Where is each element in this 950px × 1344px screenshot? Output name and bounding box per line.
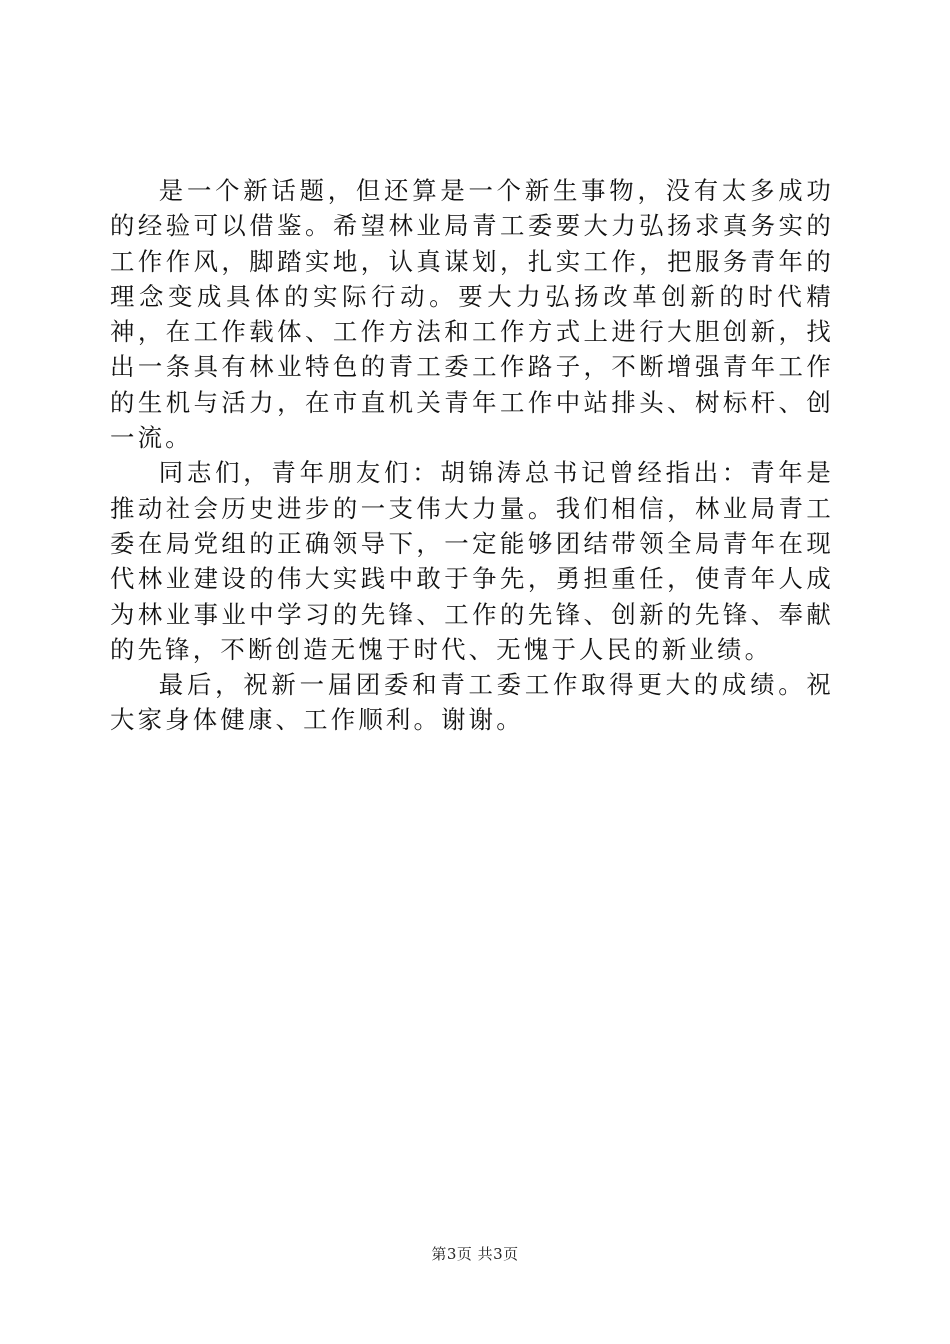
paragraph-closing: 最后，祝新一届团委和青工委工作取得更大的成绩。祝大家身体健康、工作顺利。谢谢。: [110, 670, 834, 735]
paragraph-continuation: 是一个新话题，但还算是一个新生事物，没有太多成功的经验可以借鉴。希望林业局青工委要大力弘扬求真务实的工作作风，脚踏实地，认真谋划，扎实工作，把服务青年的理念变成具体的实际行动。要大力弘扬改革创新的时代精神，在工作载体、工作方法和工作方式上进行大胆创新，找出一条具有林业特色的青工委工作路子，不断增强青年工作的生机与活力，在市直机关青年工作中站排头、树标杆、创一流。: [110, 176, 834, 453]
paragraph-youth-remarks: 同志们，青年朋友们：胡锦涛总书记曾经指出：青年是推动社会历史进步的一支伟大力量。我们相信，林业局青工委在局党组的正确领导下，一定能够团结带领全局青年在现代林业建设的伟大实践中敢于争先，勇担重任，使青年人成为林业事业中学习的先锋、工作的先锋、创新的先锋、奉献的先锋，不断创造无愧于时代、无愧于人民的新业绩。: [110, 458, 834, 664]
page-footer: 第3页 共3页: [431, 1245, 519, 1263]
document-body: [110, 173, 834, 738]
